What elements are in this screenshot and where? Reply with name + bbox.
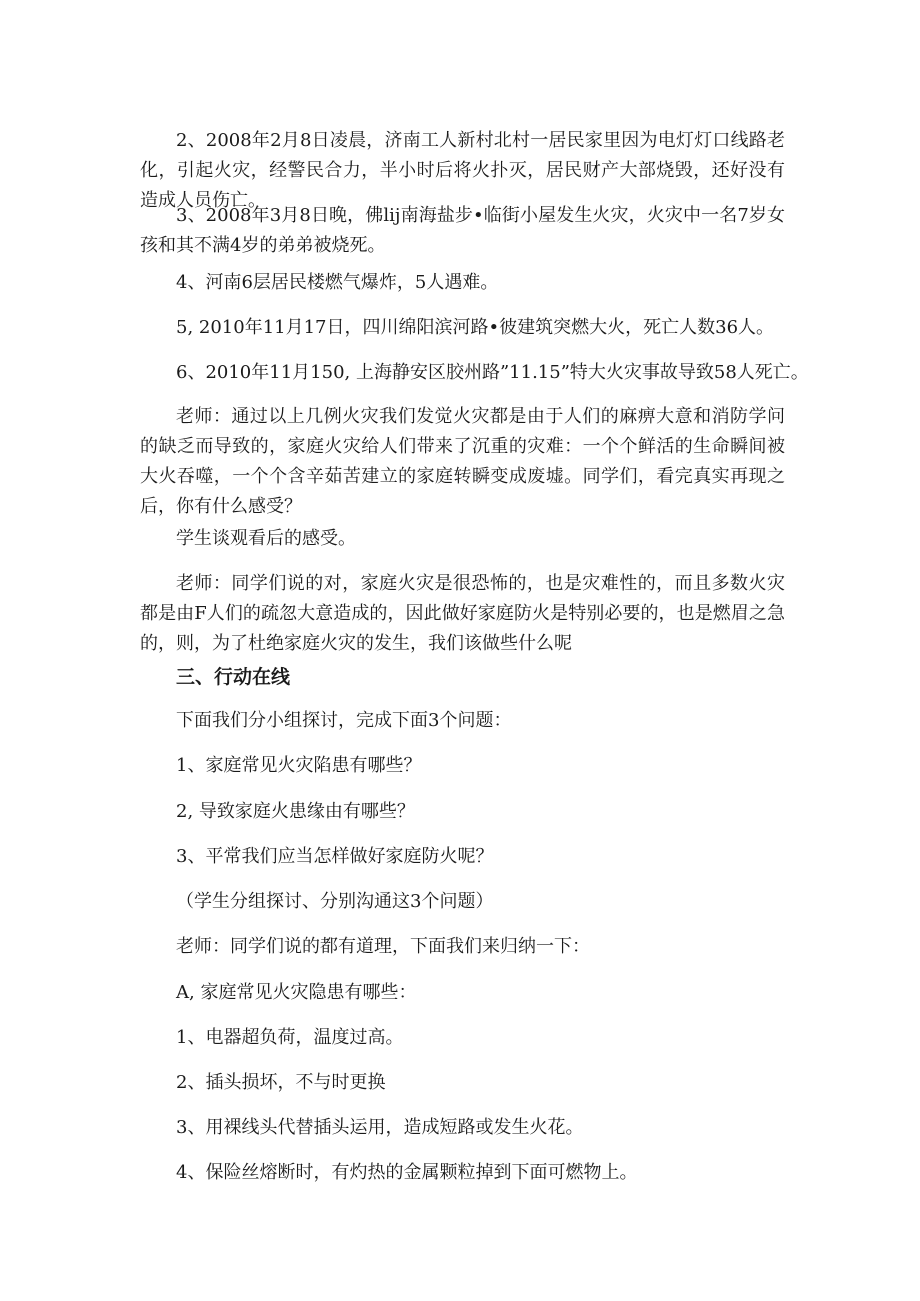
section-intro: 下面我们分小组探讨，完成下面3个问题： [176, 710, 512, 731]
hazard-item: 3、用裸线头代替插头运用，造成短路或发生火花。 [176, 1117, 584, 1138]
paragraph-case-2: 2、2008年2月8日凌晨，济南工人新村北村一居民家里因为电灯灯口线路老化，引起火灾，经警民合力，半小时后将火扑灭，居民财产大部烧毁，还好没有造成人员伤亡。 [140, 130, 785, 211]
paragraph-case-4: 4、河南6层居民楼燃气爆炸，5人遇难。 [176, 272, 499, 293]
group-discussion-note: （学生分组探讨、分别沟通这3个问题） [176, 891, 494, 912]
paragraph-teacher-1: 老师：通过以上几例火灾我们发觉火灾都是由于人们的麻痹大意和消防学问的缺乏而导致的，家庭火灾给人们带来了沉重的灾难：一个个鲜活的生命瞬间被大火吞噬，一个个含辛茹苦建立的家庭转瞬变成废墟。同学们，看完真实再现之后，你有什么感受？ [140, 406, 785, 517]
hazards-subheading: A, 家庭常见火灾隐患有哪些： [176, 982, 417, 1003]
hazard-item: 1、电器超负荷，温度过高。 [176, 1027, 404, 1048]
paragraph-case-3: 3、2008年3月8日晚，佛lij南海盐步•临街小屋发生火灾，火灾中一名7岁女孩和其不满4岁的弟弟被烧死。 [140, 205, 785, 256]
section-heading: 三、行动在线 [176, 666, 291, 688]
paragraph-student-feedback: 学生谈观看后的感受。 [176, 528, 356, 549]
paragraph-case-6: 6、2010年11月150, 上海静安区胶州路”11.15”特大火灾事故导致58人死亡。 [176, 362, 809, 383]
hazard-item: 4、保险丝熔断时，有灼热的金属颗粒掉到下面可燃物上。 [176, 1162, 638, 1183]
hazard-item: 2、插头损坏，不与时更换 [176, 1072, 386, 1093]
paragraph-case-5: 5, 2010年11月17日，四川绵阳滨河路•彼建筑突燃大火，死亡人数36人。 [176, 317, 775, 338]
question-3: 3、平常我们应当怎样做好家庭防火呢？ [176, 846, 494, 867]
question-2: 2, 导致家庭火患缘由有哪些？ [176, 801, 415, 822]
question-1: 1、家庭常见火灾陷患有哪些？ [176, 755, 422, 776]
paragraph-teacher-2: 老师：同学们说的对，家庭火灾是很恐怖的，也是灾难性的，而且多数火灾都是由F人们的疏忽大意造成的，因此做好家庭防火是特别必要的，也是燃眉之急的，则，为了杜绝家庭火灾的发生，我们该做些什么呢 [140, 573, 785, 654]
teacher-summary: 老师：同学们说的都有道理，下面我们来归纳一下： [176, 936, 590, 957]
